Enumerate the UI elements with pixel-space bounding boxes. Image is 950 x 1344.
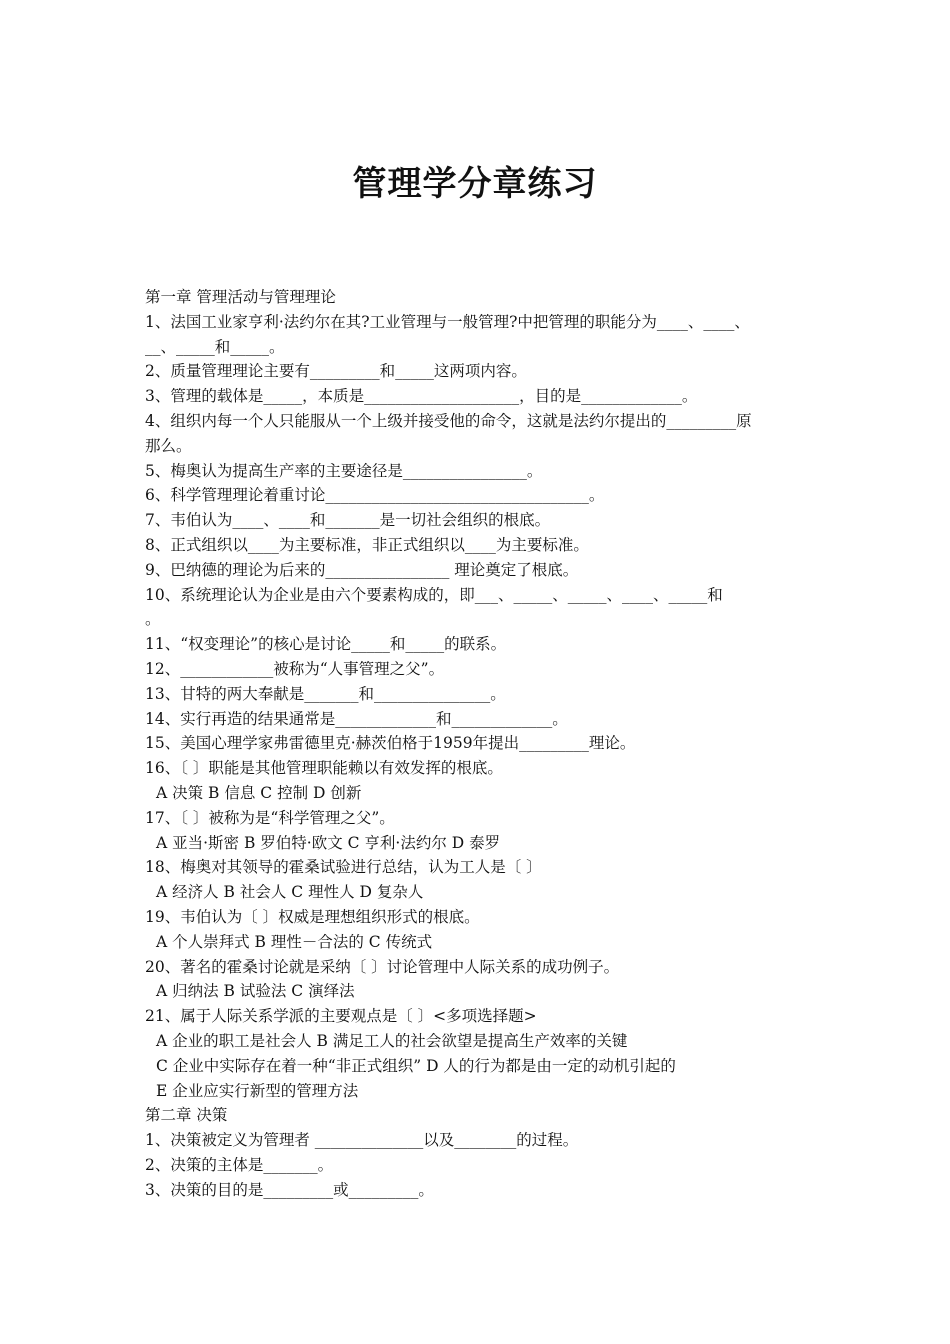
question-line: 13、甘特的两大奉献是_______和_______________。	[145, 684, 506, 703]
question-line: 7、韦伯认为____、____和_______是一切社会组织的根底。	[145, 511, 551, 530]
question-line: 2、决策的主体是_______。	[145, 1155, 334, 1174]
question-line: 1、决策被定义为管理者 ______________以及________的过程。	[145, 1131, 579, 1150]
question-line: 20、著名的霍桑讨论就是采纳〔 〕讨论管理中人际关系的成功例子。	[145, 957, 620, 976]
question-line: 3、决策的目的是_________或_________。	[145, 1180, 434, 1199]
question-line: 4、组织内每一个人只能服从一个上级并接受他的命令，这就是法约尔提出的_________原	[145, 411, 752, 430]
chapter-heading: 第一章 管理活动与管理理论	[145, 288, 336, 306]
question-line: 12、____________被称为“人事管理之父”。	[145, 659, 445, 678]
answer-options: A 归纳法 B 试验法 C 演绎法	[156, 982, 355, 1001]
question-line: 11、“权变理论”的核心是讨论_____和_____的联系。	[145, 635, 507, 654]
question-line: 14、实行再造的结果通常是_____________和_____________。	[145, 709, 568, 728]
chapter-heading: 第二章 决策	[145, 1106, 228, 1125]
question-line: 9、巴纳德的理论为后来的________________ 理论奠定了根底。	[145, 560, 579, 579]
question-line: 1、法国工业家亨利·法约尔在其?工业管理与一般管理?中把管理的职能分为____、____、	[145, 312, 750, 331]
document-body	[145, 285, 810, 1202]
question-line: 17、〔 〕被称为是“科学管理之父”。	[145, 808, 395, 827]
answer-options: A 决策 B 信息 C 控制 D 创新	[156, 783, 362, 802]
page-title: 管理学分章练习	[352, 164, 598, 204]
question-line: 8、正式组织以____为主要标准，非正式组织以____为主要标准。	[145, 535, 589, 554]
answer-options: A 个人崇拜式 B 理性－合法的 C 传统式	[156, 932, 433, 951]
question-line: 5、梅奥认为提高生产率的主要途径是________________。	[145, 461, 543, 480]
answer-options: E 企业应实行新型的管理方法	[156, 1081, 359, 1100]
answer-options: A 亚当·斯密 B 罗伯特·欧文 C 亨利·法约尔 D 泰罗	[156, 833, 501, 852]
answer-options: C 企业中实际存在着一种“非正式组织” D 人的行为都是由一定的动机引起的	[156, 1056, 676, 1075]
answer-options: A 经济人 B 社会人 C 理性人 D 复杂人	[156, 883, 424, 902]
question-line: 。	[145, 610, 161, 629]
question-line: 6、科学管理理论着重讨论__________________________________。	[145, 486, 605, 505]
question-line: 18、梅奥对其领导的霍桑试验进行总结，认为工人是〔 〕	[145, 858, 542, 877]
question-line: 16、〔 〕职能是其他管理职能赖以有效发挥的根底。	[145, 759, 503, 778]
question-line: 10、系统理论认为企业是由六个要素构成的，即___、_____、_____、____、_____和	[145, 585, 723, 604]
question-line: 21、属于人际关系学派的主要观点是〔 〕<多项选择题>	[145, 1007, 537, 1026]
question-line: 3、管理的载体是_____，本质是____________________，目的是_____________。	[145, 387, 698, 406]
answer-options: A 企业的职工是社会人 B 满足工人的社会欲望是提高生产效率的关键	[156, 1031, 628, 1050]
question-line: 15、美国心理学家弗雷德里克·赫茨伯格于1959年提出_________理论。	[145, 734, 636, 753]
question-line: 2、质量管理理论主要有_________和_____这两项内容。	[145, 362, 527, 381]
question-line: 19、韦伯认为〔 〕权威是理想组织形式的根底。	[145, 907, 480, 926]
question-line: __、_____和_____。	[145, 337, 285, 356]
question-line: 那么。	[145, 436, 192, 455]
